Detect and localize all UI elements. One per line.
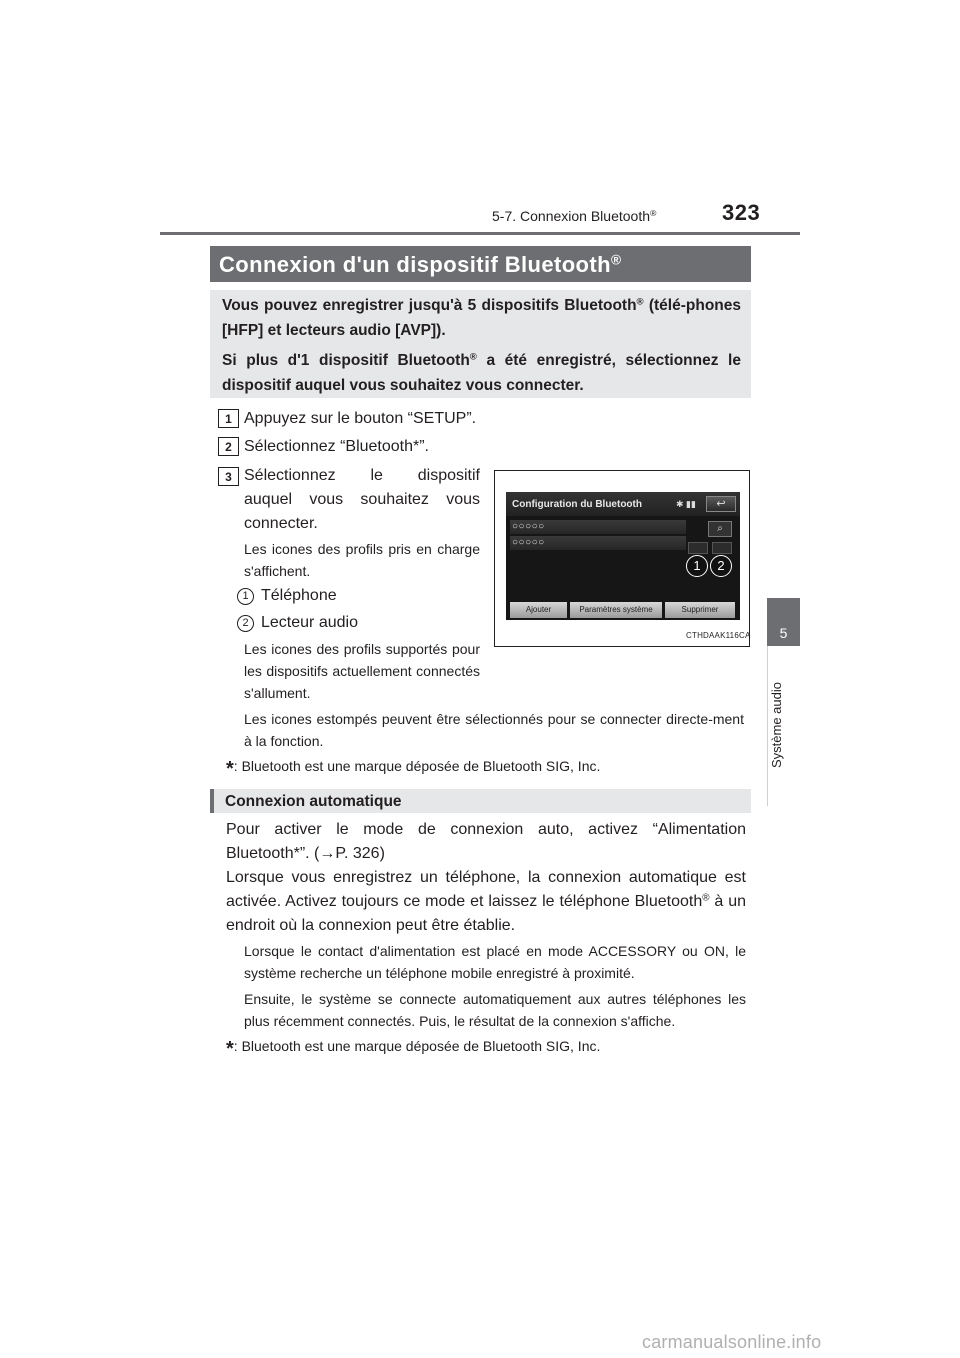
footnote-text: : Bluetooth est une marque déposée de Bluetooth SIG, Inc.: [233, 758, 601, 774]
intro-text: (télé-phones [HFP] et lecteurs audio [AVP]).: [222, 297, 741, 339]
back-button[interactable]: ↩: [706, 496, 736, 512]
auto-connect-heading: Connexion automatique: [210, 789, 751, 813]
step-badge-1: 1: [218, 409, 239, 428]
audio-profile-icon[interactable]: [712, 542, 732, 554]
callout-1: 1: [686, 555, 708, 577]
intro-text: a été enregistré, sélectionnez le dispositif auquel vous souhaitez vous connecter.: [222, 352, 741, 394]
step-3-line: Sélectionnez le dispositif: [244, 467, 480, 484]
registered-mark: ®: [702, 892, 710, 904]
search-icon[interactable]: ⌕: [708, 521, 732, 537]
add-button[interactable]: Ajouter: [510, 602, 567, 618]
running-head: [492, 208, 656, 224]
intro-text: Si plus d'1 dispositif Bluetooth: [222, 352, 470, 369]
profiles-note: Les icones des profils pris en charge s'affichent.: [244, 541, 480, 579]
header-rule: [160, 232, 800, 235]
device-row-1[interactable]: ○○○○○: [510, 520, 686, 534]
paragraph-text: à un endroit où la connexion peut être établie.: [226, 893, 746, 934]
asterisk: *: [226, 1038, 234, 1060]
intro-box: [210, 290, 751, 398]
screen-title: Configuration du Bluetooth: [512, 499, 642, 510]
system-settings-button[interactable]: Paramètres système: [570, 602, 662, 618]
chapter-tab[interactable]: 5: [767, 598, 800, 646]
step-badge-2: 2: [218, 437, 239, 456]
figure-code: CTHDAAK116CA: [686, 631, 751, 640]
running-head-text: 5-7. Connexion Bluetooth: [492, 208, 650, 224]
page-number: 323: [722, 200, 761, 225]
phone-profile-icon[interactable]: [688, 542, 708, 554]
delete-button[interactable]: Supprimer: [665, 602, 735, 618]
device-row-2[interactable]: ○○○○○: [510, 536, 686, 550]
registered-mark: ®: [469, 351, 477, 363]
chapter-tab-label: Système audio: [769, 682, 784, 768]
section-title-text: Connexion d'un dispositif Bluetooth: [219, 252, 611, 277]
intro-text: Vous pouvez enregistrer jusqu'à 5 dispositifs Bluetooth: [222, 297, 637, 314]
step-2-text: Sélectionnez “Bluetooth*”.: [244, 438, 429, 455]
profile-number-1: 1: [237, 588, 254, 605]
section-title: [210, 246, 751, 282]
auto-connect-note-2: Ensuite, le système se connecte automatiquement aux autres téléphones les plus récemment connectés. Puis, le résultat de la connexion s'affiche.: [244, 991, 746, 1029]
step-badge-3: 3: [218, 467, 239, 486]
intro-paragraph-1: [222, 294, 741, 343]
step-3-line: connecter.: [244, 515, 318, 532]
lit-note: Les icones des profils supportés pour les dispositifs actuellement connectés s'allument.: [244, 641, 480, 701]
callout-2: 2: [710, 555, 732, 577]
registered-mark: ®: [636, 296, 644, 308]
step-3-text: [244, 464, 480, 536]
profile-number-2: 2: [237, 615, 254, 632]
auto-connect-note-1: Lorsque le contact d'alimentation est placé en mode ACCESSORY ou ON, le système recherche un téléphone mobile enregistré à proximité.: [244, 943, 746, 981]
asterisk: *: [226, 758, 234, 780]
auto-connect-p2: [226, 866, 746, 938]
footnote-1: [226, 756, 600, 779]
greyed-note: Les icones estompés peuvent être sélectionnés pour se connecter directe-ment à la fonction.: [244, 711, 744, 749]
signal-icon: ✱ ▮▮: [676, 499, 696, 509]
auto-connect-p1: Pour activer le mode de connexion auto, activez “Alimentation Bluetooth*”. (→P. 326): [226, 821, 746, 862]
step-1-text: Appuyez sur le bouton “SETUP”.: [244, 410, 477, 427]
intro-paragraph-2: [222, 349, 741, 398]
profile-label-phone: Téléphone: [261, 587, 337, 604]
watermark: carmanualsonline.info: [642, 1332, 822, 1352]
registered-mark: ®: [650, 208, 657, 219]
footnote-text: : Bluetooth est une marque déposée de Bluetooth SIG, Inc.: [233, 1038, 601, 1054]
profile-label-audio: Lecteur audio: [261, 614, 358, 631]
step-3-line: auquel vous souhaitez vous: [244, 491, 480, 508]
registered-mark: ®: [610, 252, 622, 268]
paragraph-text: Lorsque vous enregistrez un téléphone, la connexion automatique est activée. Activez toujours ce mode et laissez le téléphone Bluetooth: [226, 869, 746, 910]
footnote-2: [226, 1036, 600, 1059]
